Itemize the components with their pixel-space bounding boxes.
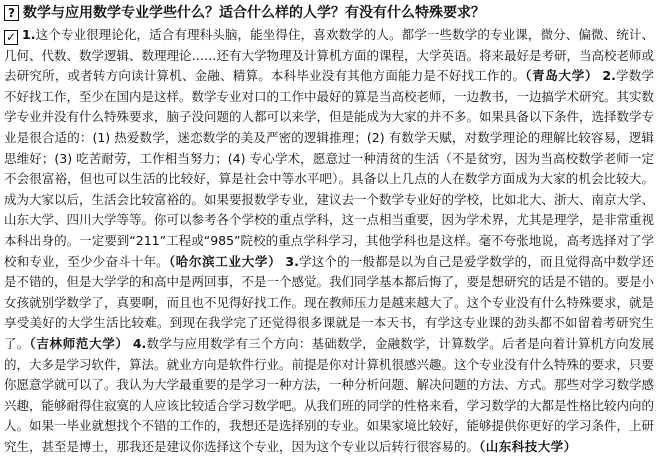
answer-body (4, 25, 654, 457)
checkmark-icon: ✓ (5, 30, 17, 44)
answer-2-number: 2. (602, 68, 616, 84)
answer-1-source: （青岛大学） (525, 68, 599, 84)
answer-3-number: 3. (285, 253, 299, 269)
answer-4-number: 4. (132, 335, 147, 351)
answer-3-text: 学这个的一般都是以为自己是爱学数学的，而且觉得高中数学还是不错的，但是大学学的和高中是两回事，不是一个感觉。我们同学基本都后悔了，要是想研究的话是不错的。要是小女孩就别学数学了，真要啊，而且也不见得好找工作。现在教师压力是越来越大了。这个专业没有什么特殊要求，就是享受美好的大学生活比较难。到现在我学完了还觉得很多课就是一本天书，有学这专业课的劲头都不如留着考研究生了。 (4, 253, 655, 351)
question-heading (4, 2, 654, 24)
answer-2-source: （哈尔滨工业大学） (168, 253, 282, 269)
answer-1-text: 这个专业很理论化，适合有理科头脑，能坐得住，喜欢数学的人。都学一些数学的专业课，微分、偏微、统计、几何、代数、数学逻辑、数理理论……还有大学物理及计算机方面的课程，大学英语。将来最好是考研，当高校老师或去研究所，或者转方向读计算机、金融、精算。本科毕业没有其他方面能力是不好找工作的。 (4, 27, 655, 84)
question-text: 数学与应用数学专业学些什么？适合什么样的人学？有没有什么特殊要求？ (23, 5, 485, 21)
answer-4-text: 数学与应用数学有三个方向：基础数学，金融数学，计算数学。后者是向着计算机方向发展的，大多是学习软件，算法。就业方向是软件行业。前提是你对计算机很感兴趣。这个专业没有什么特殊的要求，只要你愿意学就可以了。我认为大学最重要的是学习一种方法，一种分析问题、解决问题的方法、方式。那些对学习数学感兴趣，能够耐得住寂寞的人应该比较适合学习数学吧。从我们班的同学的性格来看，学习数学的大都是性格比较内向的人。如果一毕业就想找个不错的工作的，我想还是选择别的专业。如果家境比较好，能够提供你更好的学习条件，上研究生，甚至是博士，那我还是建议你选择这个专业，因为这个专业以后转行很容易的。 (4, 335, 655, 454)
answer-2-text: 学数学不好找工作，至少在国内是这样。数学专业对口的工作中最好的算是当高校老师，一边教书，一边搞学术研究。其实数学专业并没有什么特殊要求，脑子没问题的人都可以来学，但是能成为大家的并不多。如果具备以下条件，选择数学专业是很合适的：(1) 热爱数学，迷恋数学的美及严密的逻辑推理；(2) 有数学天赋，对数学理论的理解比较容易，逻辑思维好；(3) 吃苦耐劳，工作相当努力；(4) 专心学术，愿意过一种清贫的生活（不是贫穷，因为当高校数学老师一定不会很富裕，但也可以生活的比较好，算是社会中等水平吧）。具备以上几点的人在数学方面成为大家的机会比较大。成为大家以后，生活会比较富裕的。如果要报数学专业，建议去一个数学专业好的学校，比如北大、浙大、南京大学、山东大学、四川大学等等。你可以参考各个学校的重点学科，这一点相当重要，因为学术界，尤其是理学，是非常重视本科出身的。一定要到“211”工程或“985”院校的重点学科学习，其他学科也是这样。毫不夸张地说，高考选择对了学校和专业，至少少奋斗十年。 (4, 68, 655, 269)
answer-1-number: 1. (22, 27, 36, 42)
answer-4-source: （山东科技大学） (479, 438, 577, 454)
document-page (4, 2, 655, 454)
answer-3-source: （吉林师范大学） (29, 335, 129, 351)
question-mark-icon: ? (4, 5, 19, 21)
